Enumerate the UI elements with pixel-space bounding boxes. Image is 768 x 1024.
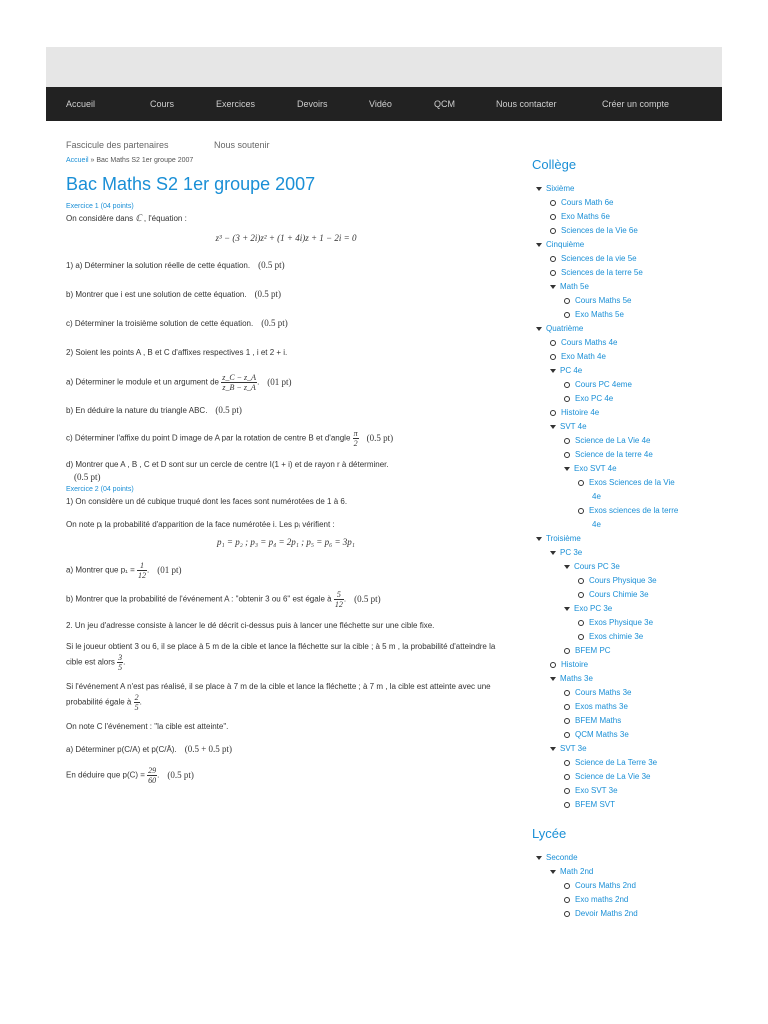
ex1-intro: On considère dans ℂ , l'équation : [66, 213, 187, 223]
ex2-q2d: On note C l'événement : "la cible est atteinte". [66, 722, 229, 731]
ex2-q2c: Si l'événement A n'est pas réalisé, il se place à 7 m de la cible et lance la fléchette ; à 7 m , la cible est atteinte avec une probabilité égale à $\frac{2}{5}$ . [66, 682, 491, 712]
tree-item-label: Exos Sciences de la Vie [589, 478, 675, 487]
caret-down-icon [536, 856, 542, 860]
sidebar-lycee-title: Lycée [532, 826, 567, 841]
college-item[interactable] [532, 448, 722, 462]
nav-item-register[interactable]: Créer un compte [602, 99, 670, 109]
ex1-q1a: 1) a) Déterminer la solution réelle de cette équation. (0.5 pt) [66, 260, 285, 270]
bullet-icon [564, 452, 570, 458]
tree-item-label: Maths 3e [560, 674, 593, 683]
bullet-icon [564, 732, 570, 738]
tree-item-label: Science de la terre 4e [575, 450, 653, 459]
college-item[interactable] [532, 252, 722, 266]
caret-down-icon [550, 369, 556, 373]
college-item[interactable] [532, 378, 722, 392]
tree-item-label: Exos maths 3e [575, 702, 628, 711]
college-item[interactable] [532, 280, 722, 294]
ex1-q2a: a) Déterminer le module et un argument de $\frac{z\_C - z\_A}{z\_B - z\_A}$ . (01 pt) [66, 373, 292, 392]
bullet-icon [564, 774, 570, 780]
tree-item-label: Science de La Terre 3e [575, 758, 658, 767]
bullet-icon [550, 354, 556, 360]
lycee-item[interactable] [532, 851, 722, 865]
nav-item-accueil[interactable]: Accueil [66, 99, 96, 109]
bullet-icon [564, 648, 570, 654]
college-item[interactable] [532, 420, 722, 434]
bullet-icon [550, 200, 556, 206]
tree-item-label: Exo Math 4e [561, 352, 606, 361]
ex2-q1: 1) On considère un dé cubique truqué dont les faces sont numérotées de 1 à 6. [66, 497, 348, 506]
college-item[interactable] [532, 630, 722, 644]
nav-item-devoirs[interactable]: Devoirs [297, 99, 328, 109]
nav-item-cours[interactable]: Cours [150, 99, 175, 109]
college-item[interactable] [532, 658, 722, 672]
college-item[interactable] [532, 644, 722, 658]
tree-item-label: Cours Maths 2nd [575, 881, 636, 890]
tree-item-label: Sciences de la vie 5e [561, 254, 637, 263]
college-item[interactable] [532, 490, 722, 504]
caret-down-icon [564, 607, 570, 611]
college-item[interactable] [532, 182, 722, 196]
bullet-icon [564, 911, 570, 917]
lycee-item[interactable] [532, 865, 722, 879]
tree-item-label: Seconde [546, 853, 578, 862]
main-content [66, 157, 506, 785]
tree-item-label: Exos sciences de la terre [589, 506, 679, 515]
tree-item-label: Devoir Maths 2nd [575, 909, 638, 918]
tree-item-label: Cinquième [546, 240, 585, 249]
college-item[interactable] [532, 546, 722, 560]
bullet-icon [578, 620, 584, 626]
tree-item-label: Cours Maths 4e [561, 338, 618, 347]
tree-item-label: Cours Physique 3e [589, 576, 657, 585]
tree-item-label: Troisième [546, 534, 581, 543]
tree-item-label: 4e [592, 520, 601, 529]
bullet-icon [550, 228, 556, 234]
lycee-item[interactable] [532, 893, 722, 907]
college-item[interactable] [532, 672, 722, 686]
college-item[interactable] [532, 224, 722, 238]
tree-item-label: Histoire [561, 660, 589, 669]
ex2-q2: 2. Un jeu d'adresse consiste à lancer le dé décrit ci-dessus puis à lancer une fléchette sur une cible fixe. [66, 621, 435, 630]
exercise-1-header[interactable]: Exercice 1 (04 points) [66, 203, 134, 210]
bullet-icon [578, 480, 584, 486]
tree-item-label: Science de La Vie 4e [575, 436, 651, 445]
ex2-qb: b) Montrer que la probabilité de l'événement A : "obtenir 3 ou 6" est égale à $\frac{5}{12}$ . (0.5 pt) [66, 590, 381, 609]
ex1-q2c: c) Déterminer l'affixe du point D image de A par la rotation de centre B et d'angle $\frac{\pi}{2}$ (0.5 pt) [66, 429, 394, 448]
caret-down-icon [564, 467, 570, 471]
ex1-q1c: c) Déterminer la troisième solution de cette équation. (0.5 pt) [66, 318, 288, 328]
subnav-support[interactable]: Nous soutenir [214, 140, 270, 150]
tree-item-label: Quatrième [546, 324, 584, 333]
tree-item-label: SVT 4e [560, 422, 587, 431]
secondary-nav [46, 131, 722, 159]
tree-item-label: Exo PC 4e [575, 394, 614, 403]
tree-item-label: Histoire 4e [561, 408, 600, 417]
college-item[interactable] [532, 742, 722, 756]
college-item[interactable] [532, 322, 722, 336]
sidebar [532, 157, 722, 921]
bullet-icon [564, 298, 570, 304]
tree-item-label: BFEM SVT [575, 800, 616, 809]
bullet-icon [564, 704, 570, 710]
college-item[interactable] [532, 756, 722, 770]
lycee-item[interactable] [532, 879, 722, 893]
college-item[interactable] [532, 784, 722, 798]
bullet-icon [550, 410, 556, 416]
college-item[interactable] [532, 462, 722, 476]
ex2-q2e: a) Déterminer p(C/A) et p(C/Ā). (0.5 + 0.5 pt) [66, 744, 233, 754]
nav-item-contact[interactable]: Nous contacter [496, 99, 557, 109]
college-item[interactable] [532, 210, 722, 224]
tree-item-label: QCM Maths 3e [575, 730, 629, 739]
caret-down-icon [536, 327, 542, 331]
ex1-q2b: b) En déduire la nature du triangle ABC. (0.5 pt) [66, 405, 242, 415]
bullet-icon [564, 718, 570, 724]
bullet-icon [550, 270, 556, 276]
college-item[interactable] [532, 574, 722, 588]
caret-down-icon [550, 677, 556, 681]
tree-item-label: SVT 3e [560, 744, 587, 753]
tree-item-label: 4e [592, 492, 601, 501]
ex1-q2: 2) Soient les points A , B et C d'affixes respectives 1 , i et 2 + i. [66, 348, 288, 357]
caret-down-icon [536, 537, 542, 541]
bullet-icon [578, 508, 584, 514]
college-item[interactable] [532, 770, 722, 784]
college-item[interactable] [532, 350, 722, 364]
tree-item-label: Cours PC 4eme [575, 380, 632, 389]
tree-item-label: Exo Maths 6e [561, 212, 610, 221]
bullet-icon [578, 592, 584, 598]
caret-down-icon [550, 747, 556, 751]
nav-item-video[interactable]: Vidéo [369, 99, 392, 109]
college-item[interactable] [532, 504, 722, 518]
college-item[interactable] [532, 602, 722, 616]
caret-down-icon [550, 551, 556, 555]
college-item[interactable] [532, 336, 722, 350]
ex2-equation: p₁ = p₂ ; p₃ = p₄ = 2p₁ ; p₅ = p₆ = 3p₁ [217, 537, 355, 547]
nav-item-qcm[interactable]: QCM [434, 99, 455, 109]
bullet-icon [550, 214, 556, 220]
college-item[interactable] [532, 700, 722, 714]
college-item[interactable] [532, 294, 722, 308]
bullet-icon [564, 312, 570, 318]
tree-item-label: Exo SVT 3e [575, 786, 618, 795]
bullet-icon [564, 382, 570, 388]
college-item[interactable] [532, 616, 722, 630]
nav-item-exercices[interactable]: Exercices [216, 99, 256, 109]
bullet-icon [550, 340, 556, 346]
ex2-q2f: En déduire que p(C) = $\frac{29}{60}$ . (0.5 pt) [66, 766, 194, 785]
tree-item-label: Cours Maths 3e [575, 688, 632, 697]
caret-down-icon [550, 285, 556, 289]
college-item[interactable] [532, 308, 722, 322]
college-item[interactable] [532, 434, 722, 448]
tree-item-label: Cours Maths 5e [575, 296, 632, 305]
college-item[interactable] [532, 406, 722, 420]
college-item[interactable] [532, 266, 722, 280]
tree-item-label: Cours PC 3e [574, 562, 620, 571]
tree-item-label: Exos Physique 3e [589, 618, 654, 627]
bullet-icon [564, 883, 570, 889]
ex1-equation: z³ − (3 + 2i)z² + (1 + 4i)z + 1 − 2i = 0 [215, 233, 357, 243]
college-item[interactable] [532, 714, 722, 728]
tree-item-label: Cours Chimie 3e [589, 590, 649, 599]
bullet-icon [564, 396, 570, 402]
breadcrumb: Accueil » Bac Maths S2 1er groupe 2007 [66, 157, 194, 164]
tree-item-label: PC 3e [560, 548, 583, 557]
college-item[interactable] [532, 532, 722, 546]
bullet-icon [550, 662, 556, 668]
ex2-qa: a) Montrer que p₁ = $\frac{1}{12}$ . (01 pt) [66, 561, 182, 580]
caret-down-icon [536, 243, 542, 247]
tree-item-label: BFEM PC [575, 646, 611, 655]
college-item[interactable] [532, 196, 722, 210]
bullet-icon [578, 578, 584, 584]
bullet-icon [564, 760, 570, 766]
college-item[interactable] [532, 686, 722, 700]
main-nav [46, 87, 722, 121]
tree-item-label: BFEM Maths [575, 716, 622, 725]
tree-item-label: Sciences de la terre 5e [561, 268, 643, 277]
college-item[interactable] [532, 588, 722, 602]
tree-item-label: Exo Maths 5e [575, 310, 624, 319]
college-tree [532, 182, 722, 812]
bullet-icon [564, 690, 570, 696]
tree-item-label: PC 4e [560, 366, 583, 375]
bullet-icon [564, 788, 570, 794]
breadcrumb-current: Bac Maths S2 1er groupe 2007 [96, 157, 194, 164]
page-container [46, 47, 722, 930]
subnav-partners[interactable]: Fascicule des partenaires [66, 140, 169, 150]
college-item[interactable] [532, 238, 722, 252]
caret-down-icon [564, 565, 570, 569]
sidebar-college-title: Collège [532, 157, 577, 172]
college-item[interactable] [532, 392, 722, 406]
ex2-note: On note pᵢ la probabilité d'apparition de la face numérotée i. Les pᵢ vérifient : [66, 520, 335, 529]
tree-item-label: Math 2nd [560, 867, 594, 876]
bullet-icon [564, 897, 570, 903]
ex2-q2b: Si le joueur obtient 3 ou 6, il se place à 5 m de la cible et lance la fléchette sur la cible ; à 5 m , la probabilité d'atteindre la cible est alors $\frac{3}{5}$ . [66, 642, 496, 672]
college-item[interactable] [532, 364, 722, 378]
lycee-item[interactable] [532, 907, 722, 921]
site-banner [46, 47, 722, 87]
tree-item-label: Sciences de la Vie 6e [561, 226, 638, 235]
college-item[interactable] [532, 476, 722, 490]
lycee-tree [532, 851, 722, 921]
caret-down-icon [536, 187, 542, 191]
tree-item-label: Science de La Vie 3e [575, 772, 651, 781]
exercise-2-header[interactable]: Exercice 2 (04 points) [66, 486, 134, 493]
caret-down-icon [550, 870, 556, 874]
college-item[interactable] [532, 518, 722, 532]
tree-item-label: Math 5e [560, 282, 589, 291]
tree-item-label: Cours Math 6e [561, 198, 614, 207]
bullet-icon [578, 634, 584, 640]
ex1-q2d: d) Montrer que A , B , C et D sont sur un cercle de centre I(1 + i) et de rayon r à déterminer. (0.5 pt) [66, 460, 389, 482]
bullet-icon [550, 256, 556, 262]
caret-down-icon [550, 425, 556, 429]
tree-item-label: Exos chimie 3e [589, 632, 644, 641]
tree-item-label: Exo maths 2nd [575, 895, 629, 904]
college-item[interactable] [532, 798, 722, 812]
bullet-icon [564, 802, 570, 808]
breadcrumb-home[interactable]: Accueil [66, 157, 89, 164]
ex1-q1b: b) Montrer que i est une solution de cette équation. (0.5 pt) [66, 289, 282, 299]
tree-item-label: Exo SVT 4e [574, 464, 617, 473]
college-item[interactable] [532, 560, 722, 574]
tree-item-label: Sixième [546, 184, 575, 193]
bullet-icon [564, 438, 570, 444]
college-item[interactable] [532, 728, 722, 742]
tree-item-label: Exo PC 3e [574, 604, 613, 613]
page-title: Bac Maths S2 1er groupe 2007 [66, 174, 316, 194]
